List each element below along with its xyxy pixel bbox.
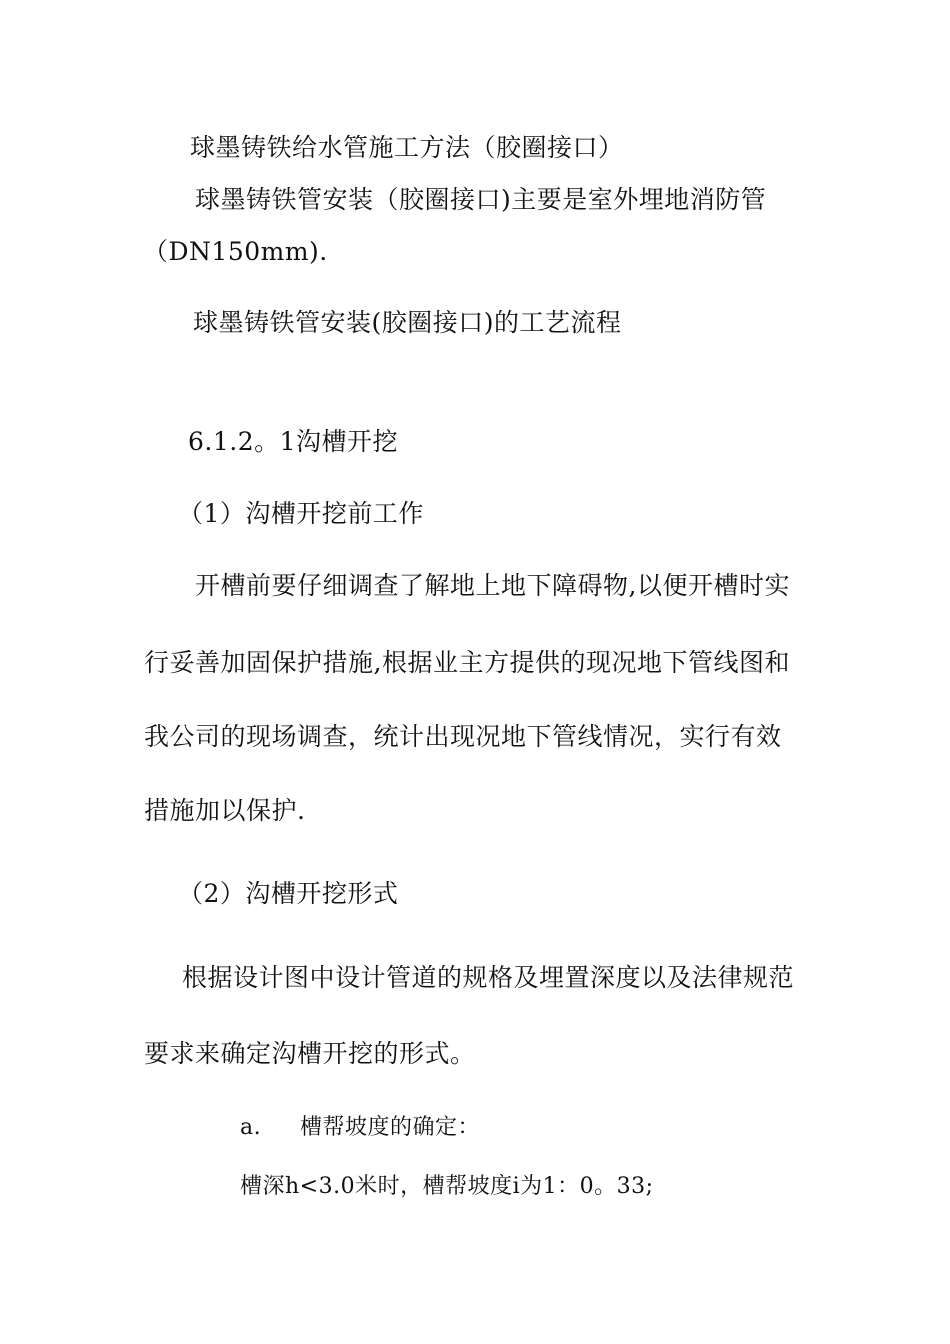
document-title: 球墨铸铁给水管施工方法（胶圈接口） [190, 133, 624, 162]
list-item-a-label: 槽帮坡度的确定： [300, 1115, 481, 1140]
subsection-heading-2: （2）沟槽开挖形式 [178, 879, 399, 908]
section-heading: 6.1.2。1沟槽开挖 [188, 427, 399, 456]
intro-text-line-1: 球墨铸铁管安装（胶圈接口)主要是室外埋地消防管 [195, 185, 767, 214]
list-item-a-marker: a. [240, 1115, 262, 1140]
paragraph-1-line-1: 开槽前要仔细调查了解地上地下障碍物,以便开槽时实 [195, 571, 790, 600]
paragraph-1-line-4: 措施加以保护. [144, 796, 306, 825]
subsection-heading-1: （1）沟槽开挖前工作 [178, 499, 424, 528]
process-heading: 球墨铸铁管安装(胶圈接口)的工艺流程 [193, 308, 622, 337]
paragraph-2-line-2: 要求来确定沟槽开挖的形式。 [144, 1039, 476, 1068]
paragraph-1-line-2: 行妥善加固保护措施,根据业主方提供的现况地下管线图和 [144, 648, 790, 677]
paragraph-2-line-1: 根据设计图中设计管道的规格及埋置深度以及法律规范 [182, 963, 795, 992]
intro-text-line-2: （DN150mm). [143, 237, 328, 266]
paragraph-1-line-3: 我公司的现场调查，统计出现况地下管线情况，实行有效 [144, 722, 782, 751]
list-item-a-detail: 槽深h<3.0米时，槽帮坡度i为1：0。33; [240, 1174, 654, 1199]
